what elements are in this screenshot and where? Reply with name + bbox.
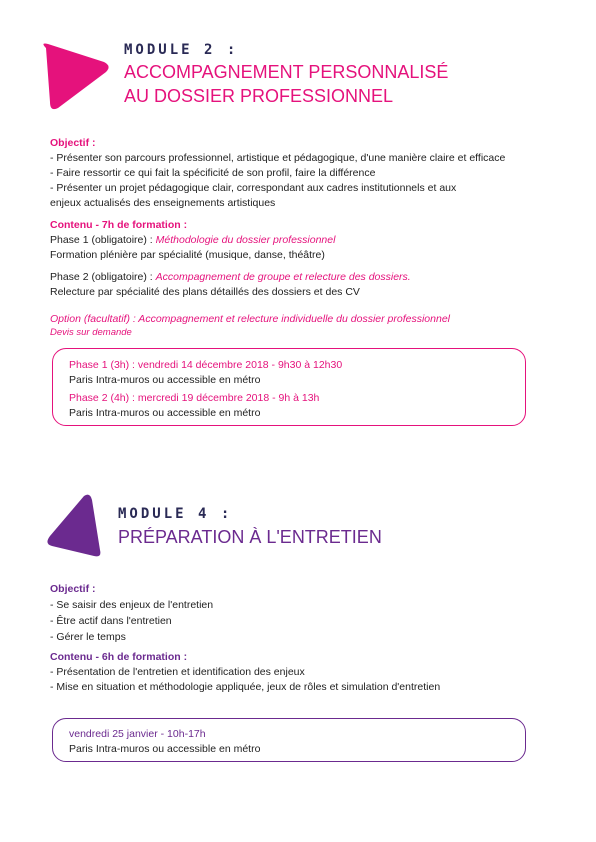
phase-1-line bbox=[50, 233, 550, 248]
option-text: Option (facultatif) : Accompagnement et relecture individuelle du dossier professionnel bbox=[50, 313, 450, 325]
schedule-location: Paris Intra-muros ou accessible en métro bbox=[69, 374, 261, 386]
list-item: - Se saisir des enjeux de l'entretien bbox=[50, 599, 214, 611]
list-item: - Présenter son parcours professionnel, artistique et pédagogique, d'une manière claire et efficace bbox=[50, 152, 506, 164]
schedule-phase-2: Phase 2 (4h) : mercredi 19 décembre 2018 - 9h à 13h bbox=[69, 392, 320, 404]
list-item: - Faire ressortir ce qui fait la spécificité de son profil, faire la différence bbox=[50, 167, 376, 179]
module-4-title: PRÉPARATION À L'ENTRETIEN bbox=[118, 527, 382, 547]
purple-triangle-icon bbox=[44, 492, 104, 562]
objectif-heading: Objectif : bbox=[50, 137, 96, 149]
list-item: - Être actif dans l'entretien bbox=[50, 615, 172, 627]
schedule-date: vendredi 25 janvier - 10h-17h bbox=[69, 728, 206, 740]
module-2-schedule-box bbox=[52, 348, 526, 426]
module-2-option bbox=[50, 312, 550, 339]
module-2-objectif bbox=[50, 136, 550, 211]
module-4-contenu bbox=[50, 650, 550, 695]
module-4-objectif bbox=[50, 582, 550, 645]
phase-2-line bbox=[50, 270, 550, 285]
module-2-label: MODULE 2 : bbox=[124, 42, 239, 58]
pink-triangle-icon bbox=[36, 40, 112, 112]
objectif-heading: Objectif : bbox=[50, 583, 96, 595]
contenu-heading: Contenu - 6h de formation : bbox=[50, 651, 188, 663]
list-item: - Mise en situation et méthodologie appliquée, jeux de rôles et simulation d'entretien bbox=[50, 681, 441, 693]
module-4-schedule-box bbox=[52, 718, 526, 762]
module-2-title-line2: AU DOSSIER PROFESSIONNEL bbox=[124, 86, 394, 106]
list-item: enjeux actualisés des enseignements artistiques bbox=[50, 197, 276, 209]
phase-2-prefix: Phase 2 (obligatoire) : bbox=[50, 271, 156, 283]
module-2-title-line1: ACCOMPAGNEMENT PERSONNALISÉ bbox=[124, 62, 449, 82]
list-item: - Présentation de l'entretien et identification des enjeux bbox=[50, 666, 305, 678]
module-2-contenu bbox=[50, 218, 550, 263]
phase-2-title: Accompagnement de groupe et relecture des dossiers. bbox=[155, 271, 411, 283]
module-2-phase2 bbox=[50, 270, 550, 300]
contenu-heading: Contenu - 7h de formation : bbox=[50, 219, 188, 231]
schedule-phase-1: Phase 1 (3h) : vendredi 14 décembre 2018 - 9h30 à 12h30 bbox=[69, 359, 343, 371]
phase-1-desc: Formation plénière par spécialité (musique, danse, théâtre) bbox=[50, 249, 325, 261]
module-4-label: MODULE 4 : bbox=[118, 506, 233, 522]
devis-text: Devis sur demande bbox=[50, 327, 132, 338]
schedule-location: Paris Intra-muros ou accessible en métro bbox=[69, 743, 261, 755]
schedule-location: Paris Intra-muros ou accessible en métro bbox=[69, 407, 261, 419]
phase-1-prefix: Phase 1 (obligatoire) : bbox=[50, 234, 156, 246]
phase-1-title: Méthodologie du dossier professionnel bbox=[155, 234, 336, 246]
list-item: - Gérer le temps bbox=[50, 631, 126, 643]
list-item: - Présenter un projet pédagogique clair, correspondant aux cadres institutionnels et aux bbox=[50, 182, 457, 194]
phase-2-desc: Relecture par spécialité des plans détaillés des dossiers et des CV bbox=[50, 286, 360, 298]
